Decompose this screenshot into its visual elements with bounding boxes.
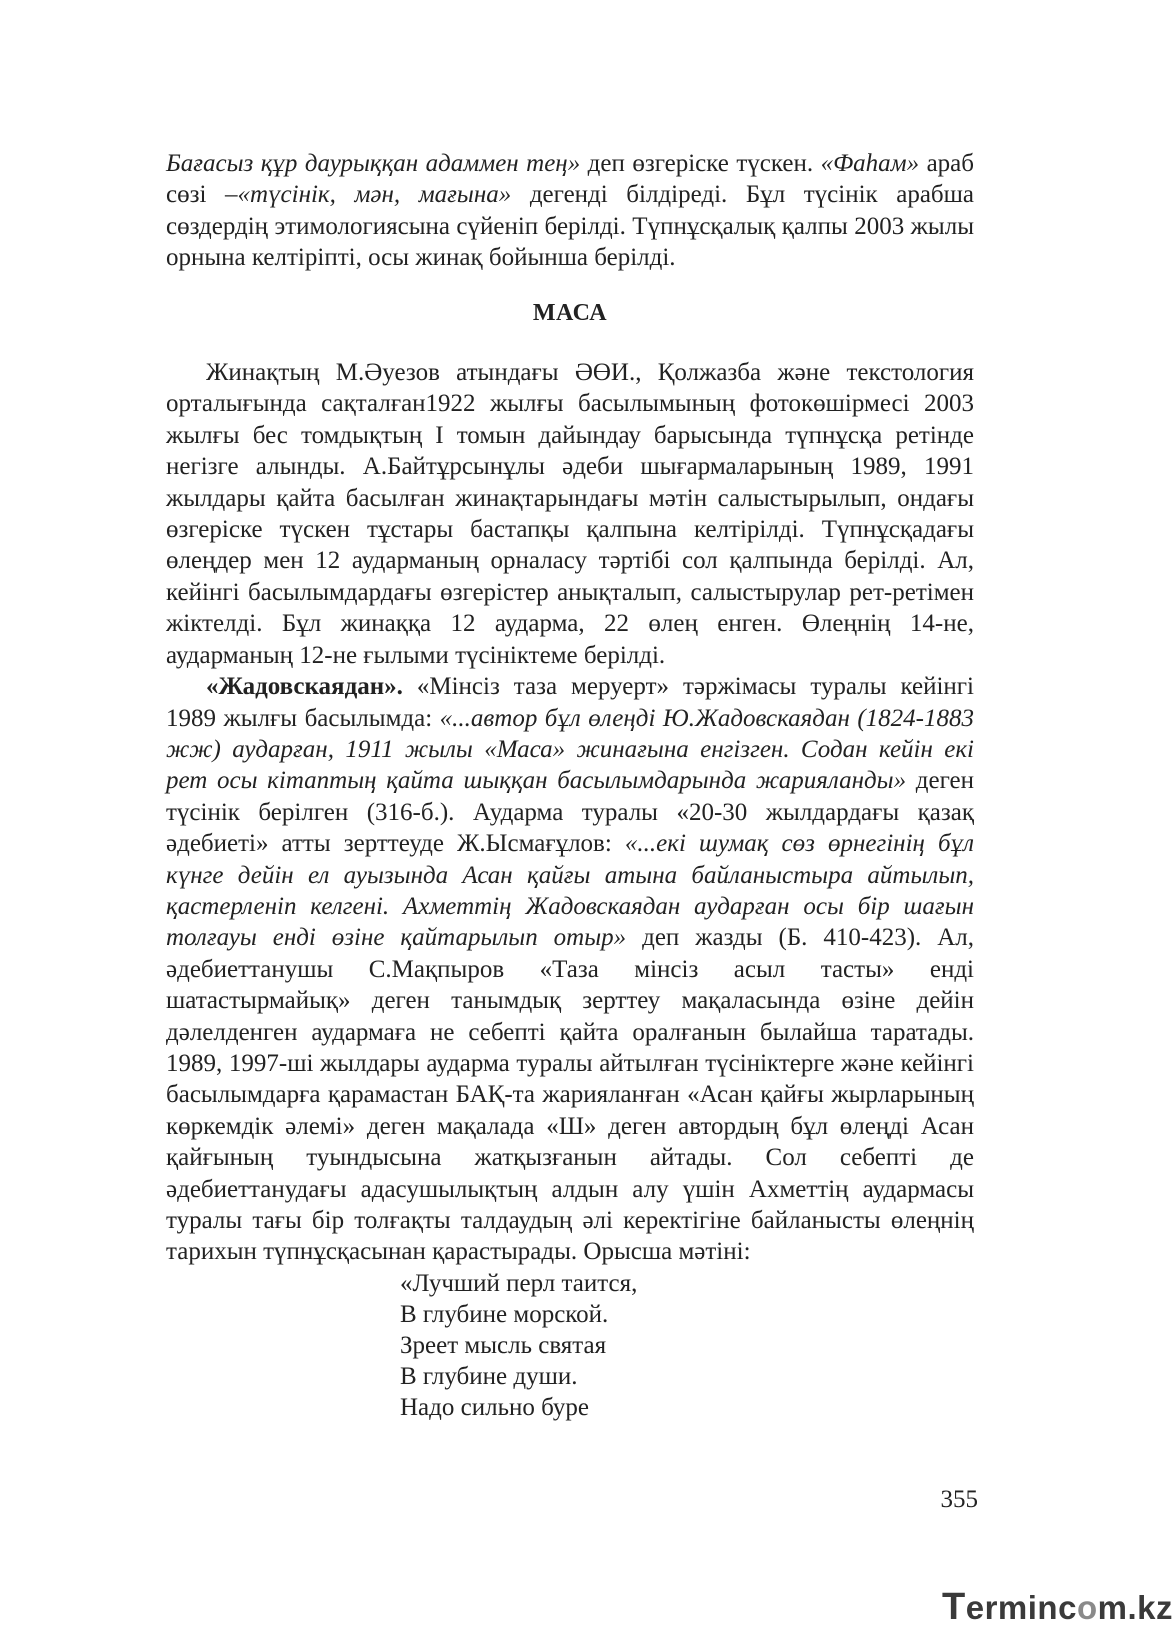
text-run: «Мінсіз таза меруерт» тәржімасы туралы кейінгі 1989 жылғы басылымда: [166,673,974,732]
watermark-t: T [942,1586,966,1628]
poem-line: В глубине морской. [400,1300,609,1328]
italic-quote: «түсінік, мән, мағына» [237,181,512,209]
text-run: деп өзгеріске түскен. [580,150,821,177]
bold-title: «Жадовскаядан». [206,673,403,701]
poem-line: «Лучший перл таится, [400,1269,638,1297]
watermark-o: o [1076,1589,1098,1626]
text-run: деп жазды (Б. 410-423). Ал, әдебиеттанушы С.Мақпыров «Таза мінсіз асыл тасты» енді шатастырмайық» деген танымдық зерттеу мақаласында өзіне дейін дәлелденген аудармаға не себепті қайта оралғанын былайша таратады. 1989, 1997-ші жылдары аударма туралы айтылған түсініктерге және кейінгі басылымдарға қарамастан БАҚ-та жарияланған «Асан қайғы жырларының көркемдік әлемі» деген мақалада «Ш» деген автордың бұл өлеңді Асан қайғының туындысына жатқызғанын айтады. Сол себепті де әдебиеттанудағы адасушылықтың алдын алу үшін Ахметтің аудармасы туралы тағы бір толғақты талдаудың әлі керектігіне байланысты өлеңнің тарихын түпнұсқасынан қарастырады. Орысша мәтіні: [166,924,974,1266]
watermark-part: erminc [965,1589,1077,1626]
continuation-paragraph [166,148,974,274]
page-text [166,148,974,1423]
text-run: деген түсінік берілген (316-б.). Аударма туралы «20-30 жылдардағы қазақ әдебиеті» атты зерттеуде Ж.Ысмағұлов: [166,767,974,858]
paragraph-2 [166,671,974,1268]
watermark-part: m.kz [1097,1589,1173,1626]
text-run: араб сөзі – [166,150,974,209]
poem-line: Зреет мысль святая [400,1331,607,1359]
section-heading: МАСА [532,299,608,326]
italic-quote: «...екі шумақ сөз өрнегінің бұл күнге дейін ел ауызында Асан қайғы атына байланыстыра айтылып, қастерленіп келгені. Ахметтің Жадовскаядан аударған осы бір шағын толғауы енді өзіне қайтарылып отыр» [166,830,974,952]
italic-quote: «Фаһам» [820,150,920,177]
poem-line: Надо сильно буре [400,1393,589,1421]
termincom-watermark [942,1586,1173,1629]
poem-line: В глубине души. [400,1362,578,1390]
paragraph-1: Жинақтың М.Әуезов атындағы ӘӨИ., Қолжазба және текстология орталығында сақталған1922 жылғы басылымының фотокөшірмесі 2003 жылғы бес томдықтың І томын дайындау барысында түпнұсқа ретінде негізге алынды. А.Байтұрсынұлы әдеби шығармаларының 1989, 1991 жылдары қайта басылған жинақтарындағы мәтін салыстырылып, ондағы өзгеріске түскен тұстары бастапқы қалпына келтірілді. Түпнұсқадағы өлеңдер мен 12 аударманың орналасу тәртібі сол қалпында берілді. Ал, кейінгі басылымдардағы өзгерістер анықталып, салыстырулар рет-ретімен жіктелді. Бұл жинаққа 12 аударма, 22 өлең енген. Өлеңнің 14-не, аударманың 12-не ғылыми түсініктеме берілді. [166,359,974,669]
text-run: дегенді білдіреді. Бұл түсінік арабша сөздердің этимологиясына сүйеніп берілді. Түпнұсқалық қалпы 2003 жылы орнына келтіріпті, осы жинақ бойынша берілді. [166,181,974,272]
page-number: 355 [940,1486,978,1513]
italic-quote: «...автор бұл өлеңді Ю.Жадовскаядан (1824-1883 жж) аударған, 1911 жылы «Маса» жинағына енгізген. Содан кейін екі рет осы кітаптың қайта шыққан басылымдарында жарияланды» [166,704,974,795]
italic-quote: Бағасыз құр даурыққан адаммен тең» [166,150,581,177]
poem [400,1268,974,1423]
